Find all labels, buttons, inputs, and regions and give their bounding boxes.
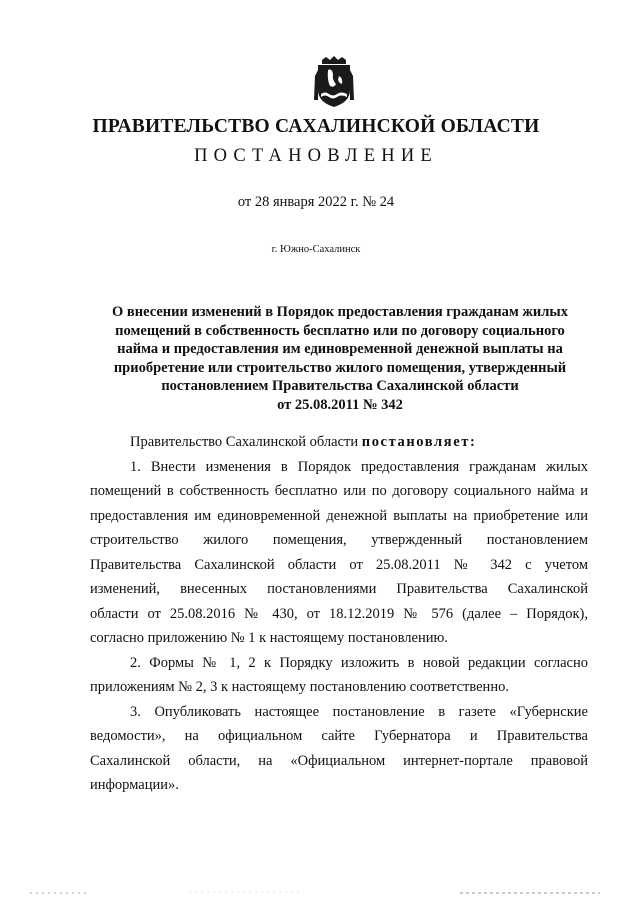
paragraph-3 <box>90 700 588 798</box>
preamble <box>90 430 588 455</box>
paragraph-line: Правительства Сахалинской области от 25.08.2011 № 342 с учетом <box>90 556 588 573</box>
preamble-emphasis: постановляет: <box>361 434 477 450</box>
paragraph-line: 2. Формы № 1, 2 к Порядку изложить в новой редакции согласно <box>130 654 588 671</box>
document-type: ПОСТАНОВЛЕНИЕ <box>194 146 438 166</box>
date-and-number: от 28 января 2022 г. № 24 <box>237 194 395 210</box>
paragraph-line: согласно приложению № 1 к настоящему постановлению. <box>90 630 448 646</box>
paragraph-2 <box>90 651 588 700</box>
subject-line: приобретение или строительство жилого помещения, утвержденный <box>113 359 567 376</box>
paragraph-line: помещений в собственность бесплатно или по договору социального найма и <box>90 483 588 499</box>
paragraph-1 <box>90 455 588 651</box>
paragraph-line: приложениям № 2, 3 к настоящему постановлению соответственно. <box>90 679 509 695</box>
paragraph-line: предоставления им единовременной денежной выплаты на приобретение или <box>90 507 588 524</box>
paragraph-line: Сахалинской области, на «Официальном интернет-портале правовой <box>90 752 588 769</box>
paragraph-line: 1. Внести изменения в Порядок предоставления гражданам жилых <box>130 458 588 475</box>
document-subject <box>100 303 580 414</box>
paragraph-line: 3. Опубликовать настоящее постановление в газете «Губернские <box>130 703 588 720</box>
coat-of-arms-icon <box>312 56 356 108</box>
subject-line: О внесении изменений в Порядок предоставления гражданам жилых <box>112 304 568 320</box>
paragraph-line: информации». <box>90 777 179 793</box>
city-name: г. Южно-Сахалинск <box>271 244 361 255</box>
preamble-text: Правительство Сахалинской области <box>130 434 359 450</box>
subject-line: постановлением Правительства Сахалинской области <box>161 378 519 394</box>
scan-edge-noise <box>0 890 632 896</box>
paragraph-line: строительство жилого помещения, утвержденный постановлением <box>90 532 588 548</box>
document-body <box>90 430 588 798</box>
government-title: ПРАВИТЕЛЬСТВО САХАЛИНСКОЙ ОБЛАСТИ <box>92 116 540 137</box>
subject-line: помещений в собственность бесплатно или по договору социального <box>115 322 565 339</box>
paragraph-line: изменений, внесенных постановлениями Правительства Сахалинской <box>90 581 588 597</box>
paragraph-line: ведомости», на официальном сайте Губернатора и Правительства <box>90 728 588 744</box>
subject-line: найма и предоставления им единовременной денежной выплаты на <box>117 341 563 357</box>
paragraph-line: области от 25.08.2016 № 430, от 18.12.2019 № 576 (далее – Порядок), <box>90 605 588 622</box>
subject-line: от 25.08.2011 № 342 <box>277 396 403 413</box>
